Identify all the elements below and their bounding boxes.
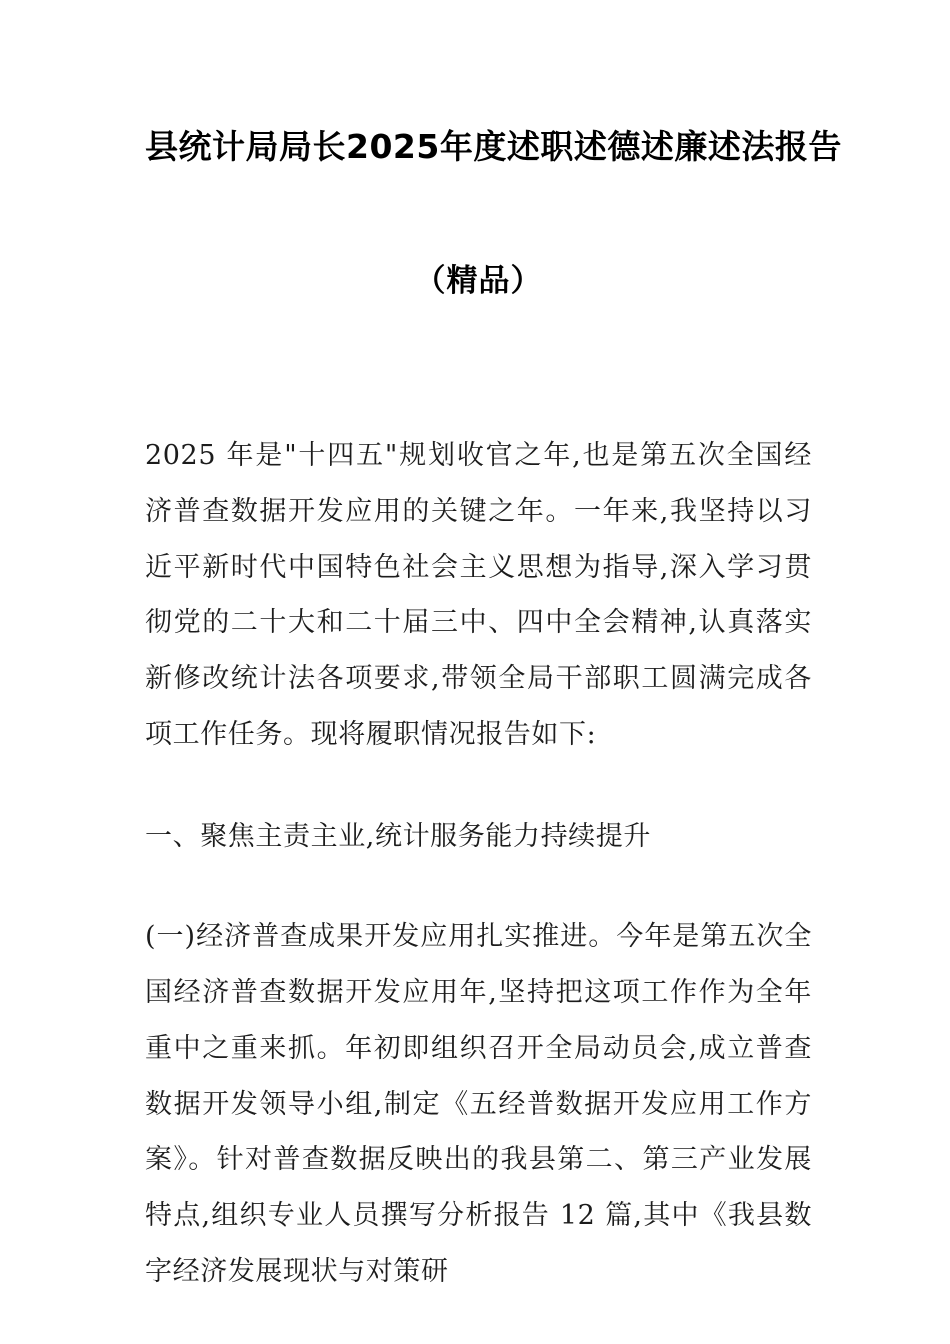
- paragraph-intro: 2025 年是"十四五"规划收官之年,也是第五次全国经济普查数据开发应用的关键之年。一年来,我坚持以习近平新时代中国特色社会主义思想为指导,深入学习贯彻党的二十大和二十届三中、四中全会精神,认真落实新修改统计法各项要求,带领全局干部职工圆满完成各项工作任务。现将履职情况报告如下:: [145, 439, 812, 751]
- document-subtitle: （精品）: [414, 262, 543, 299]
- title-block: [145, 0, 842, 300]
- section-heading-1: 一、聚焦主责主业,统计服务能力持续提升: [145, 821, 651, 853]
- document-body: [145, 428, 812, 1300]
- paragraph-section-1-item-1: (一)经济普查成果开发应用扎实推进。今年是第五次全国经济普查数据开发应用年,坚持把这项工作作为全年重中之重来抓。年初即组织召开全局动员会,成立普查数据开发领导小组,制定《五经普数据开发应用工作方案》。针对普查数据反映出的我县第二、第三产业发展特点,组织专业人员撰写分析报告 12 篇,其中《我县数字经济发展现状与对策研: [145, 920, 812, 1288]
- page-title: 县统计局局长2025年度述职述德述廉述法报告: [145, 127, 842, 166]
